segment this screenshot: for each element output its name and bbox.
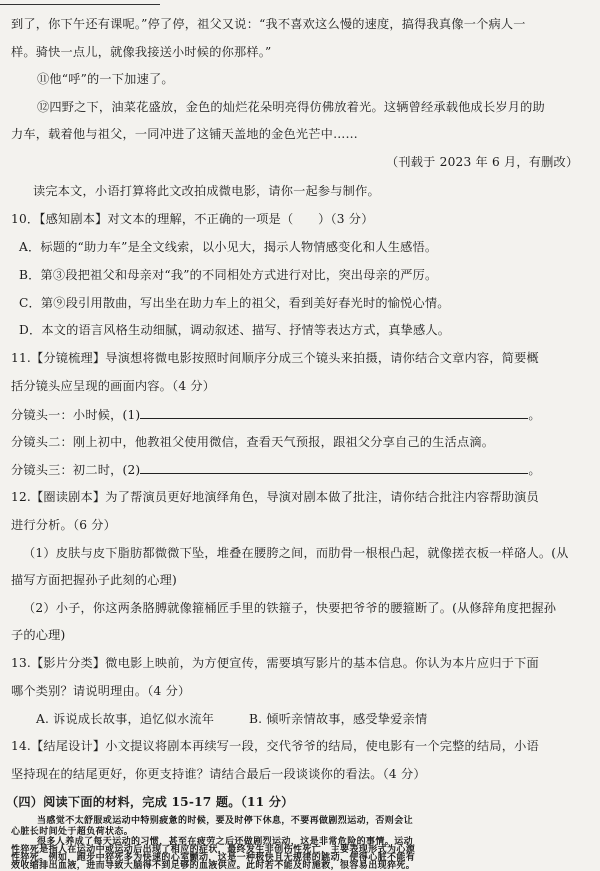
section-4-heading: （四）阅读下面的材料，完成 15-17 题。（11 分） <box>6 795 294 809</box>
q12-part-2-line-1: （2）小子，你这两条胳膊就像箍桶匠手里的铁箍子，快要把爷爷的腰箍断了。(从修辞角度把握孙 <box>23 601 557 615</box>
intro-text: 读完本文，小语打算将此文改拍成微电影，请你一起参与制作。 <box>33 184 380 198</box>
material-p1-line-1: 当感觉不太舒服或运动中特别疲惫的时候，要及时停下休息，不要再做剧烈运动，否则会让 <box>37 816 414 826</box>
q11-shot-3 <box>11 461 541 478</box>
q10-option-c: C．第⑨段引用散曲，写出坐在助力车上的祖父，看到美好春光时的愉悦心情。 <box>19 296 450 310</box>
material-p2-line-1: 很多人养成了每天运动的习惯，甚至在疲劳之后还做剧烈运动，这是非常危险的事情。运动 <box>37 837 414 847</box>
material-p2-line-4: 效收缩排出血液，进而导致大脑得不到足够的血液供应。此时若不能及时施救，很容易出现猝死。 <box>11 861 416 871</box>
q13-stem-1: 13.【影片分类】微电影上映前，为方便宣传，需要填写影片的基本信息。你认为本片应归于下面 <box>11 656 539 670</box>
q12-stem-1: 12.【圈读剧本】为了帮演员更好地演绎角色，导演对剧本做了批注，请你结合批注内容帮助演员 <box>11 490 539 504</box>
story-line-1: 到了，你下午还有课呢。”停了停，祖父又说：“我不喜欢这么慢的速度，搞得我真像一个病人一 <box>11 17 526 31</box>
q11-stem-2: 括分镜头应呈现的画面内容。（4 分） <box>11 379 216 393</box>
q14-line-1: 14.【结尾设计】小文提议将剧本再续写一段，交代爷爷的结局，使电影有一个完整的结局，小语 <box>11 739 539 753</box>
q11-stem-1: 11.【分镜梳理】导演想将微电影按照时间顺序分成三个镜头来拍摄，请你结合文章内容，简要概 <box>11 351 539 365</box>
q10-stem: 10．【感知剧本】对文本的理解，不正确的一项是（ ）（3 分） <box>11 212 374 226</box>
top-rule <box>0 4 160 5</box>
q11-shot-3-end: 。 <box>528 463 541 477</box>
story-para-11: ⑪他“呼”的一下加速了。 <box>37 72 174 86</box>
q11-shot-2: 分镜头二：刚上初中，他教祖父使用微信，查看天气预报，跟祖父分享自己的生活点滴。 <box>11 435 495 449</box>
q11-answer-blank-1[interactable] <box>140 406 528 419</box>
q11-shot-1-end: 。 <box>528 408 541 422</box>
q10-option-b: B．第③段把祖父和母亲对“我”的不同相处方式进行对比，突出母亲的严厉。 <box>19 268 438 282</box>
q11-shot-1-label: 分镜头一：小时候，(1) <box>11 408 141 422</box>
q11-shot-3-label: 分镜头三：初二时，(2) <box>11 463 141 477</box>
q10-option-a: A．标题的“助力车”是全文线索，以小见大，揭示人物情感变化和人生感悟。 <box>19 240 438 254</box>
q13-stem-2: 哪个类别？请说明理由。（4 分） <box>11 684 191 698</box>
q12-part-2-line-2: 子的心理) <box>11 628 66 642</box>
q11-shot-1 <box>11 406 541 423</box>
story-line-2: 样。骑快一点儿，就像我接送小时候的你那样。” <box>11 45 272 59</box>
q14-line-2: 坚持现在的结尾更好，你更支持谁？请结合最后一段谈谈你的看法。（4 分） <box>11 767 426 781</box>
q12-part-1-line-2: 描写方面把握孙子此刻的心理) <box>11 573 177 587</box>
q11-answer-blank-2[interactable] <box>140 461 528 474</box>
material-p2-line-3: 性猝死。例如，跑步中猝死多为快速的心室颤动，这是一种极快且无规律的跳动，使得心脏不能有 <box>11 853 416 863</box>
story-para-12: ⑫四野之下，油菜花盛放，金色的灿烂花朵明亮得仿佛放着光。这辆曾经承载他成长岁月的助 <box>37 100 545 114</box>
source-note: （刊载于 2023 年 6 月，有删改） <box>386 155 579 169</box>
material-p1-line-2: 心脏长时间处于超负荷状态。 <box>11 827 134 837</box>
q10-option-d: D．本文的语言风格生动细腻，调动叙述、描写、抒情等表达方式，真挚感人。 <box>19 323 451 337</box>
q13-option-a: A. 诉说成长故事，追忆似水流年 <box>36 712 215 726</box>
q12-part-1-line-1: （1）皮肤与皮下脂肪都微微下坠，堆叠在腰胯之间，而肋骨一根根凸起，就像搓衣板一样硌人。(从 <box>23 546 569 560</box>
story-line-5: 力车，载着他与祖父，一同冲进了这铺天盖地的金色光芒中…… <box>11 127 358 141</box>
q13-option-b: B. 倾听亲情故事，感受挚爱亲情 <box>249 712 428 726</box>
material-p2-line-2: 性猝死是指人在运动中或运动后出现了相应的症状，最终发生非创伤性死亡，主要表现形式为心源 <box>11 845 416 855</box>
q12-stem-2: 进行分析。（6 分） <box>11 518 117 532</box>
